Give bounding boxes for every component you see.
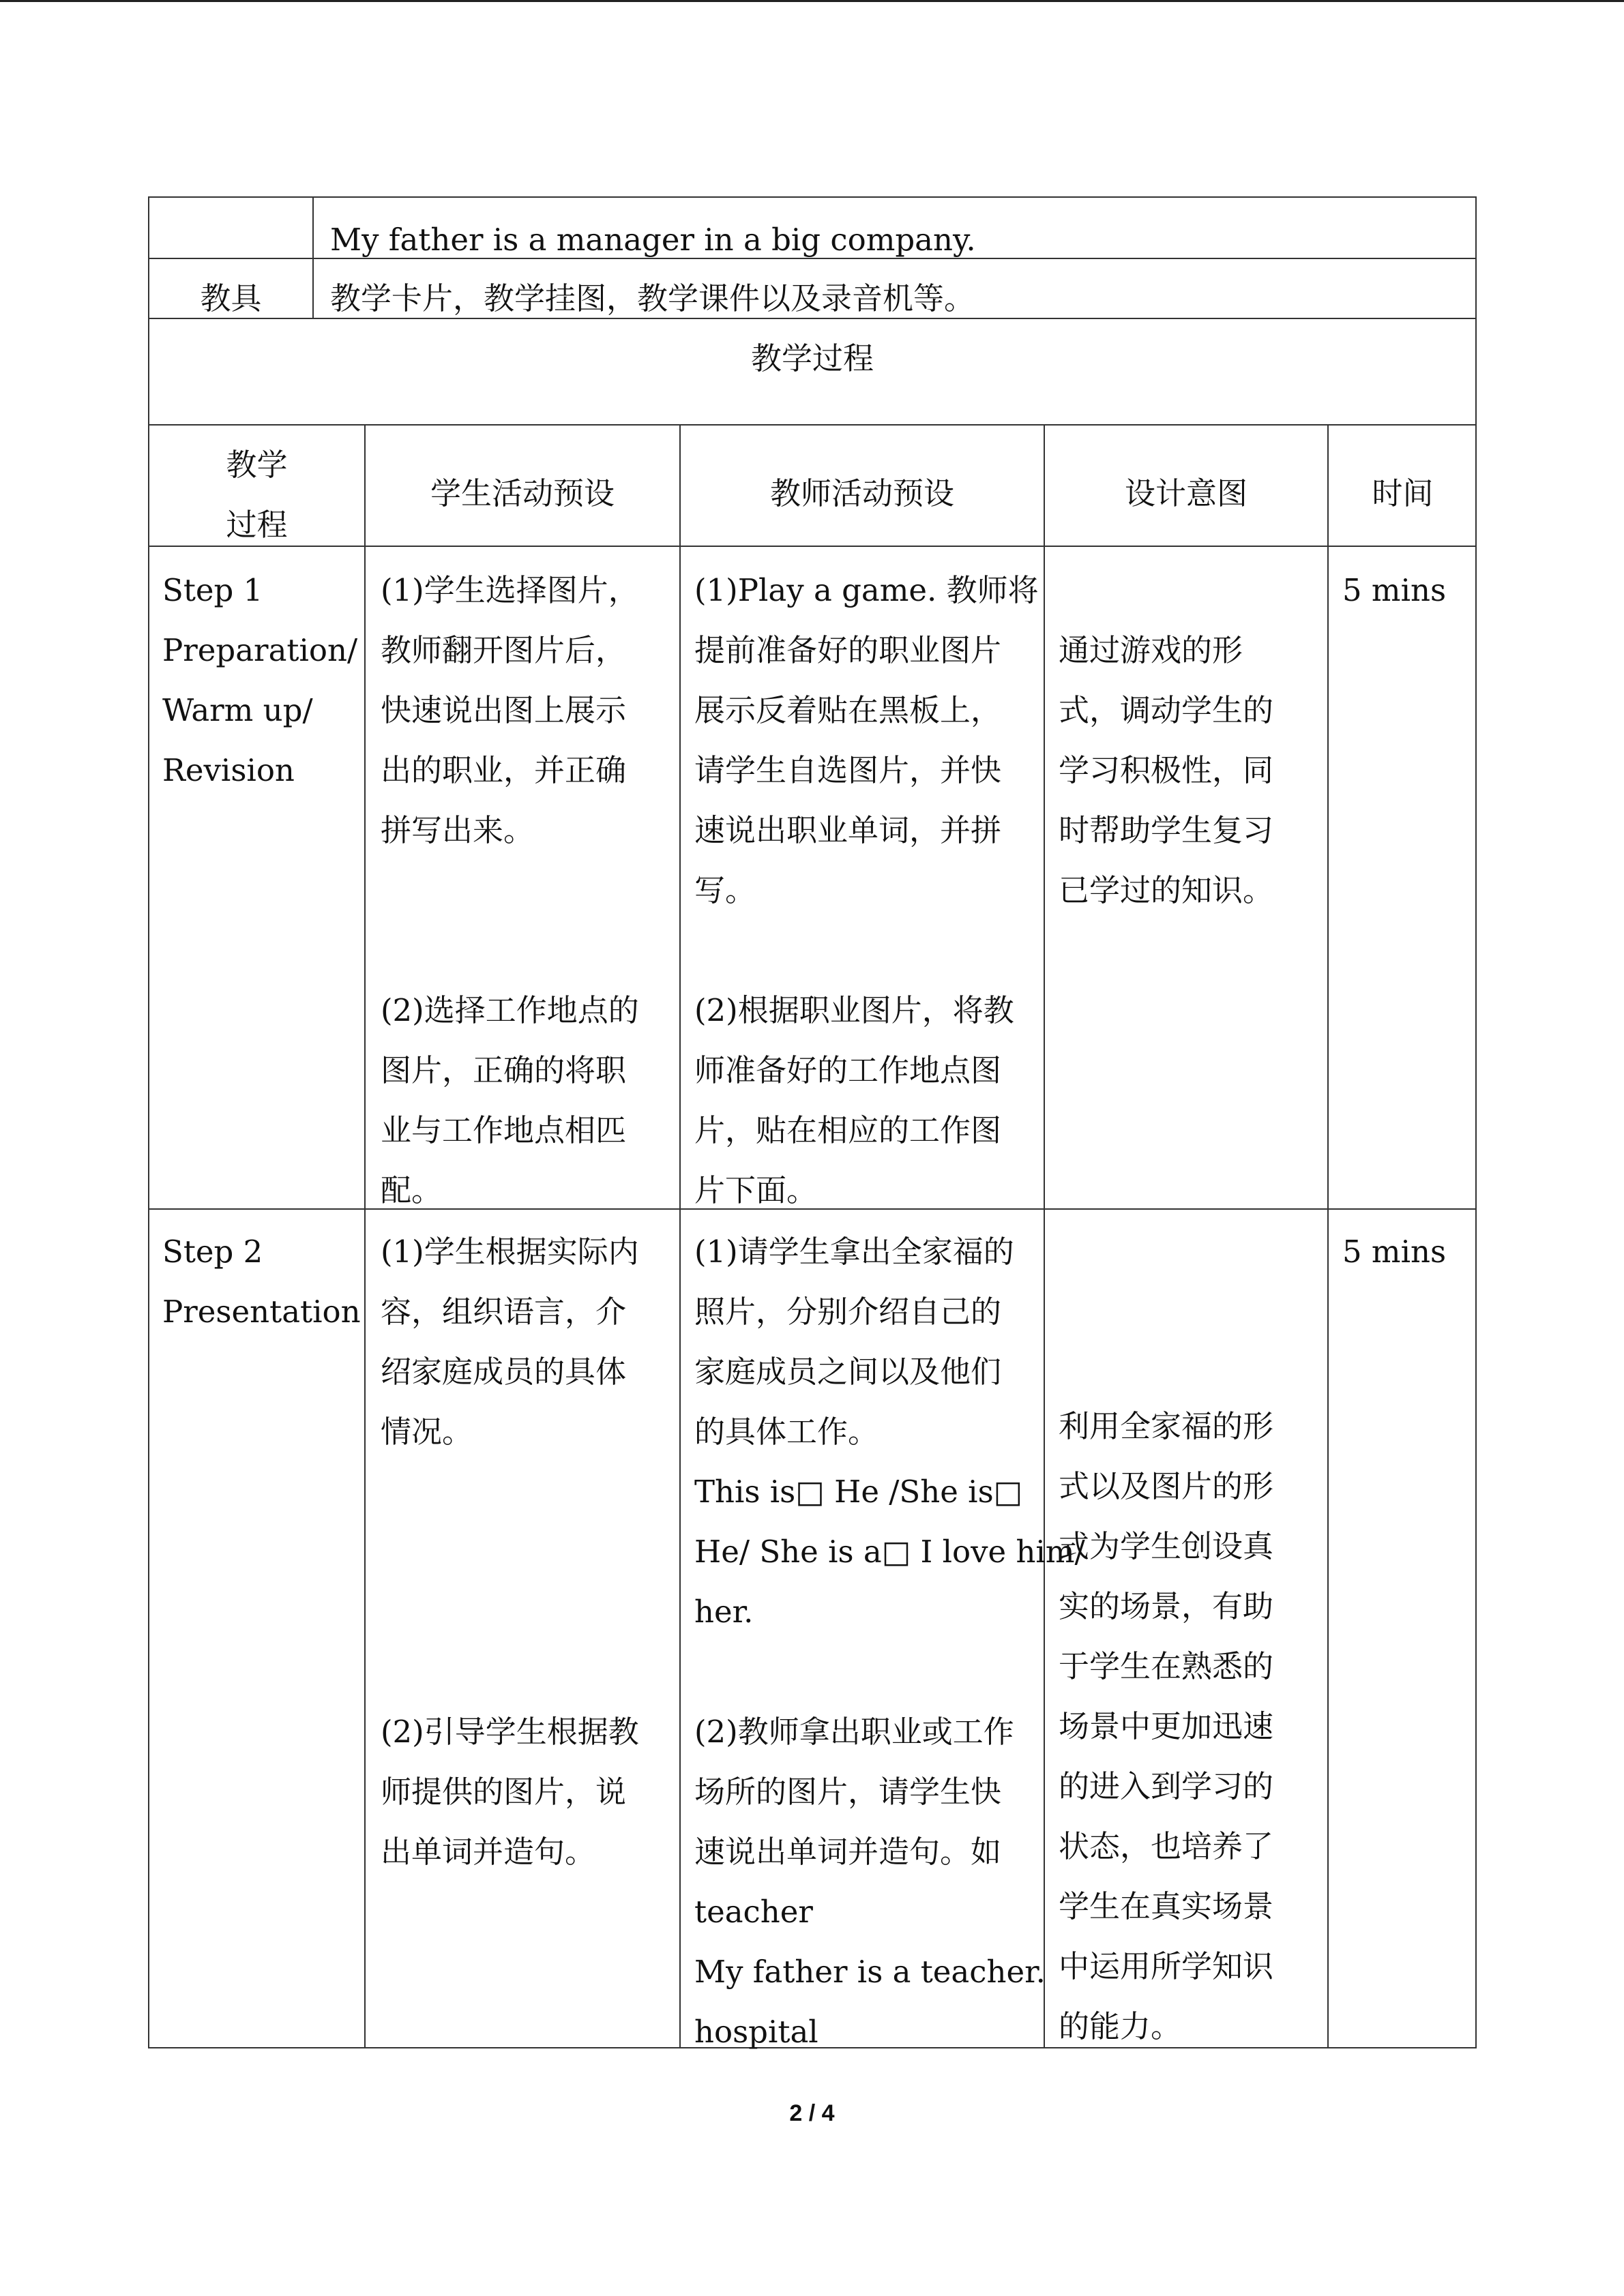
text-line: 实的场景，有助 bbox=[1059, 1588, 1274, 1624]
step-label-line: Revision bbox=[162, 752, 295, 788]
text-line: 的具体工作。 bbox=[694, 1414, 879, 1450]
column-header-student-activity: 学生活动预设 bbox=[430, 475, 615, 511]
text-line: 快速说出图上展示 bbox=[381, 692, 627, 728]
process-title: 教学过程 bbox=[750, 340, 874, 376]
text-line: her. bbox=[694, 1594, 754, 1630]
text-line: 于学生在熟悉的 bbox=[1059, 1648, 1274, 1684]
text-line: 图片，正确的将职 bbox=[381, 1052, 627, 1088]
column-header-line: 过程 bbox=[226, 507, 288, 543]
step-label-line: Step 2 bbox=[162, 1234, 263, 1270]
text-line: 式为学生创设真 bbox=[1059, 1528, 1274, 1564]
text-line: 出的职业，并正确 bbox=[381, 752, 627, 788]
text-line: 式，调动学生的 bbox=[1059, 692, 1274, 728]
row-divider bbox=[148, 424, 1477, 426]
text-line: 请学生自选图片，并快 bbox=[694, 752, 1002, 788]
text-line: 情况。 bbox=[381, 1414, 473, 1450]
step1-teacher-activity bbox=[694, 561, 1039, 1221]
text-line: 片下面。 bbox=[694, 1172, 818, 1208]
teaching-aids-label: 教具 bbox=[200, 280, 262, 316]
step1-student-activity bbox=[381, 561, 639, 1221]
text-line: (2)教师拿出职业或工作 bbox=[694, 1714, 1014, 1750]
text-line: (1)请学生拿出全家福的 bbox=[694, 1234, 1014, 1270]
text-line: 通过游戏的形 bbox=[1059, 632, 1243, 668]
text-line: 师准备好的工作地点图 bbox=[694, 1052, 1002, 1088]
text-line: 片，贴在相应的工作图 bbox=[694, 1112, 1002, 1148]
step1-design-intent bbox=[1059, 621, 1273, 921]
text-line: 展示反着贴在黑板上， bbox=[694, 692, 1002, 728]
text-line: (1)学生根据实际内 bbox=[381, 1234, 639, 1270]
text-line: teacher bbox=[694, 1894, 813, 1930]
text-line: 学习积极性，同 bbox=[1059, 752, 1274, 788]
column-header-line: 教学 bbox=[226, 447, 288, 483]
text-line: 式以及图片的形 bbox=[1059, 1468, 1274, 1504]
text-line: This is□ He /She is□ bbox=[694, 1474, 1023, 1510]
step2-time: 5 mins bbox=[1342, 1234, 1447, 1270]
text-line: 容，组织语言，介 bbox=[381, 1294, 627, 1330]
text-line: (2)根据职业图片，将教 bbox=[694, 992, 1014, 1028]
step-label-line: Presentation bbox=[162, 1294, 361, 1330]
step2-label bbox=[162, 1222, 361, 1342]
text-line: 状态，也培养了 bbox=[1059, 1828, 1274, 1864]
text-line: 时帮助学生复习 bbox=[1059, 812, 1274, 848]
step2-student-activity bbox=[381, 1222, 639, 1882]
text-line: 场景中更加迅速 bbox=[1059, 1708, 1274, 1744]
text-line: 写。 bbox=[694, 872, 756, 908]
text-line: 提前准备好的职业图片 bbox=[694, 632, 1002, 668]
text-line: 业与工作地点相匹 bbox=[381, 1112, 627, 1148]
text-line: 速说出职业单词，并拼 bbox=[694, 812, 1002, 848]
step-label-line: Preparation/ bbox=[162, 632, 358, 668]
text-line: 速说出单词并造句。如 bbox=[694, 1834, 1002, 1870]
step2-teacher-activity bbox=[694, 1222, 1085, 2062]
step1-label bbox=[162, 561, 357, 801]
column-header-time: 时间 bbox=[1372, 475, 1434, 511]
text-line: My father is a teacher. bbox=[694, 1954, 1046, 1990]
text-line: 照片，分别介绍自己的 bbox=[694, 1294, 1002, 1330]
step-label-line: Step 1 bbox=[162, 572, 263, 608]
text-line: 教师翻开图片后， bbox=[381, 632, 627, 668]
text-line: He/ She is a□ I love him/ bbox=[694, 1534, 1085, 1570]
text-line: (2)引导学生根据教 bbox=[381, 1714, 639, 1750]
target-sentence: My father is a manager in a big company. bbox=[330, 222, 976, 258]
text-line: 学生在真实场景 bbox=[1059, 1888, 1274, 1924]
teaching-aids-content: 教学卡片，教学挂图，教学课件以及录音机等。 bbox=[330, 280, 975, 316]
text-line: 场所的图片，请学生快 bbox=[694, 1774, 1002, 1810]
page-indicator: 2 / 4 bbox=[789, 2100, 835, 2126]
text-line: 师提供的图片，说 bbox=[381, 1774, 627, 1810]
column-header-process bbox=[148, 435, 366, 555]
text-line: (1)Play a game. 教师将 bbox=[694, 572, 1039, 608]
text-line: 出单词并造句。 bbox=[381, 1834, 596, 1870]
step2-design-intent bbox=[1059, 1397, 1273, 2057]
text-line: 的进入到学习的 bbox=[1059, 1768, 1274, 1804]
column-header-design-intent: 设计意图 bbox=[1124, 475, 1247, 511]
text-line: hospital bbox=[694, 2014, 818, 2050]
col-divider bbox=[679, 424, 681, 2048]
text-line: 已学过的知识。 bbox=[1059, 872, 1274, 908]
text-line: 绍家庭成员的具体 bbox=[381, 1354, 627, 1390]
text-line: 的能力。 bbox=[1059, 2008, 1182, 2044]
col-divider bbox=[1327, 424, 1329, 2048]
column-header-teacher-activity: 教师活动预设 bbox=[769, 475, 954, 511]
step1-time: 5 mins bbox=[1342, 572, 1447, 608]
text-line: 拼写出来。 bbox=[381, 812, 535, 848]
col-divider bbox=[364, 424, 366, 2048]
text-line: 中运用所学知识 bbox=[1059, 1948, 1274, 1984]
top-border-rule bbox=[0, 0, 1624, 2]
text-line: (2)选择工作地点的 bbox=[381, 992, 639, 1028]
step-label-line: Warm up/ bbox=[162, 692, 313, 728]
text-line: (1)学生选择图片， bbox=[381, 572, 639, 608]
text-line: 利用全家福的形 bbox=[1059, 1408, 1274, 1444]
text-line: 家庭成员之间以及他们 bbox=[694, 1354, 1002, 1390]
text-line: 配。 bbox=[381, 1172, 443, 1208]
